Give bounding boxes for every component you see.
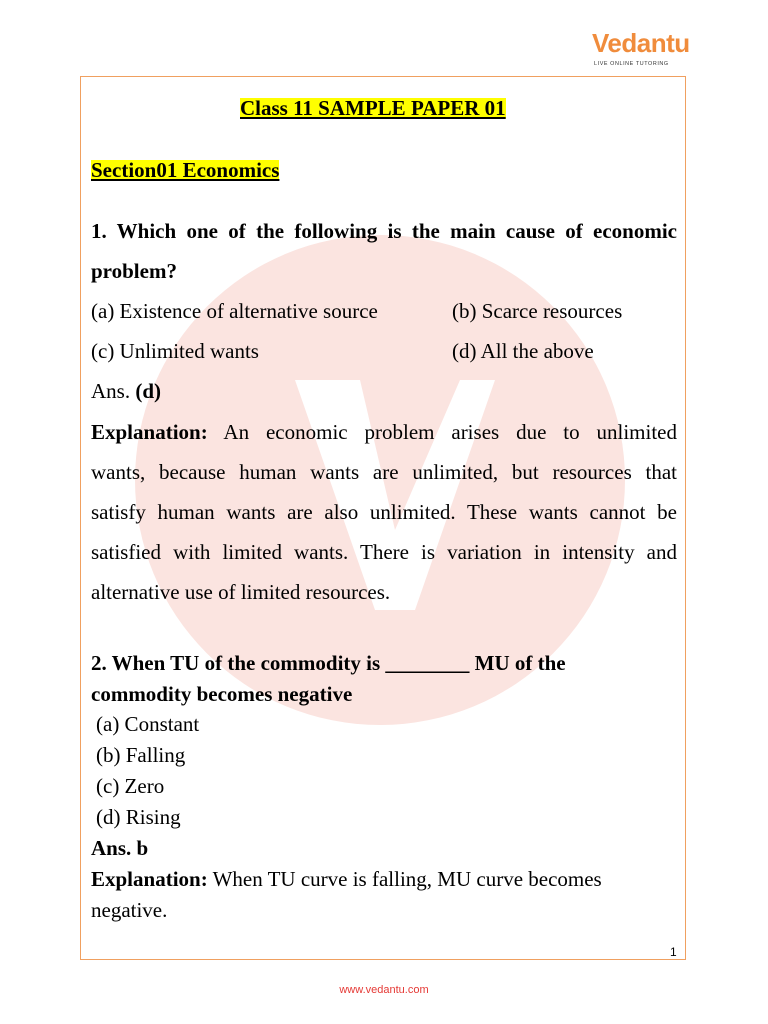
paper-title: Class 11 SAMPLE PAPER 01 (240, 96, 506, 120)
footer-url-text[interactable]: www.vedantu.com (339, 984, 429, 996)
q2-option-a: (a) Constant (96, 712, 200, 736)
logo-tagline: LIVE ONLINE TUTORING (594, 61, 669, 67)
q1-option-c: (c) Unlimited wants (91, 339, 259, 363)
q2-explanation-label: Explanation: (91, 867, 208, 891)
q1-explanation-line1 (91, 422, 677, 443)
q2-explanation-line2: negative. (91, 898, 168, 922)
q2-option-b: (b) Falling (96, 743, 186, 767)
q1-answer-value: (d) (135, 379, 162, 403)
q1-text-line1: 1. Which one of the following is the main cause of economic (91, 219, 677, 243)
q2-answer: Ans. b (91, 836, 149, 860)
q2-explanation-text1: When TU curve is falling, MU curve becomes (207, 867, 602, 891)
q1-option-d: (d) All the above (452, 339, 594, 363)
q1-explanation-line5: alternative use of limited resources. (91, 580, 391, 604)
q1-explanation-line4: satisfied with limited wants. There is variation in intensity and (91, 540, 677, 564)
logo-v: V (592, 28, 608, 58)
q2-option-c: (c) Zero (96, 774, 165, 798)
q1-explanation-line3: satisfy human wants are also unlimited. These wants cannot be (91, 500, 677, 524)
q1-option-b: (b) Scarce resources (452, 299, 623, 323)
section-heading: Section01 Economics (91, 158, 280, 182)
q1-explanation-text1: An economic problem arises due to unlimited (207, 420, 677, 444)
q2-option-d: (d) Rising (96, 805, 181, 829)
q2-text-line2: commodity becomes negative (91, 682, 353, 706)
footer-url[interactable] (0, 984, 768, 996)
q1-answer-label: Ans. (91, 379, 136, 403)
q1-option-a: (a) Existence of alternative source (91, 299, 378, 323)
page-number: 1 (670, 945, 677, 959)
logo-rest: edantu (607, 28, 690, 58)
q1-text-line2: problem? (91, 259, 177, 283)
q1-answer (91, 381, 161, 402)
q1-explanation-label: Explanation: (91, 420, 208, 444)
q1-explanation-line2: wants, because human wants are unlimited, but resources that (91, 460, 677, 484)
q2-explanation-line1 (91, 869, 602, 890)
q2-text-line1: 2. When TU of the commodity is ________ MU of the (91, 651, 566, 675)
